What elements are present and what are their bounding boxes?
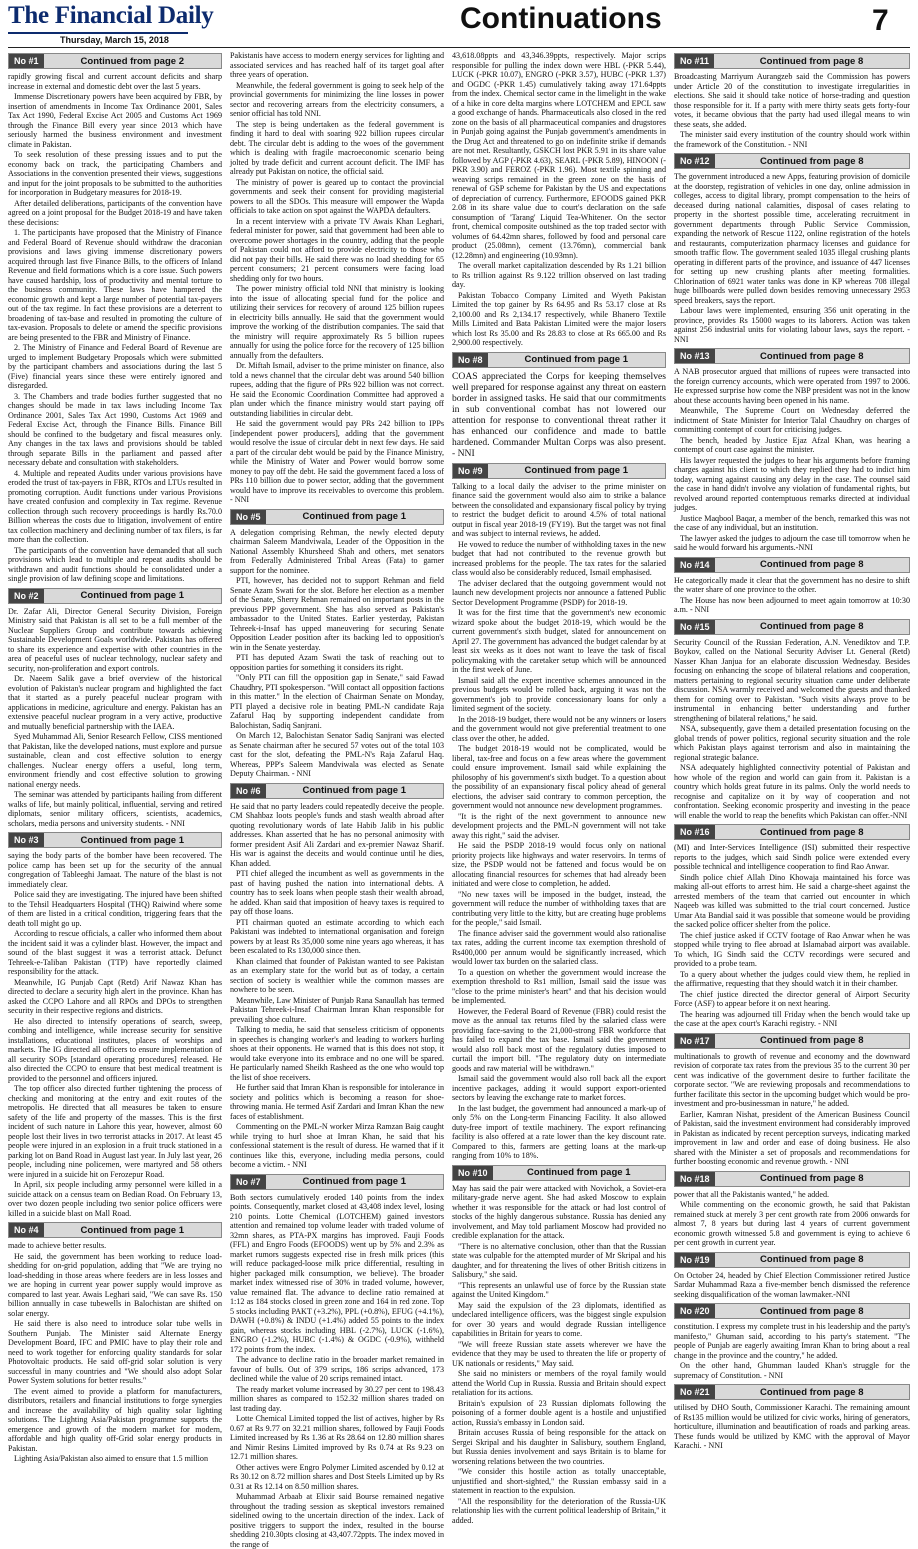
story-paragraph: made to achieve better results. xyxy=(8,1241,222,1251)
continued-from-label: Continued from page 1 xyxy=(266,1175,443,1189)
column-3 xyxy=(452,51,666,1529)
continued-from-label: Continued from page 1 xyxy=(266,510,443,524)
story-paragraph: (MI) and Inter-Services Intelligence (ISI) submitted their respective reports to the judges, which said Sindh police were extended every possible technical and intelligence cooperation to find Rao Anwar. xyxy=(674,843,910,872)
story-paragraph: 43,618.08ppts and 43,346.39ppts, respectively. Major scrips responsible for pulling the index down were HBL (-PKR 5.44), LUCK (-PKR 10.07), ENGRO (-PKR 3.57), HUBC (-PKR 1.37) and OGDC (-PKR 1.45) cumulatively taking away 171.64ppts from the index. Chemical sector came in the limelight in the wake of a hike in core delta margins where LOTCHEM and EPCL saw a good exchange of hands. Pharmaceuticals also closed in the red zone on the basis of all pharmaceutical companies and drugstores in Punjab going against the Punjab government's amendments in the Drug Act and threatened to go on indefinite strike if demands are not met. Resultantly, GSKCH lost PKR 5.91 in its share value followed by AGP (-PKR 4.63), SEARL (-PKR 5.89), HINOON (-PKR 3.90) and FEROZ (-PKR 1.96). Most textile spinning and weaving scrips remained in the green zone on the basis of renewal of GSP scheme for Pakistan by the US and expectations of depreciation of currency. Furthermore, EFOODS gained PKR 2.08 in its share value due to court's declaration on the safe consumption of 'Tarang' Liquid Tea-Whitener. On the sector front, chemical composite outshined as the top traded sector with volumes of 64.42mn shares, followed by food and personal care product (25.08mn), cement (13.76mn), commercial bank (12.28mn) and engineering (10.93mn). xyxy=(452,51,666,260)
story-paragraph: Meanwhile, The Supreme Court on Wednesday deferred the indictment of State Minister for Interior Talal Chaudhry on charges of committing contempt of court for criticising judges. xyxy=(674,406,910,435)
continued-from-label: Continued from page 8 xyxy=(714,54,909,68)
story-number: No #17 xyxy=(675,1034,715,1048)
continued-from-label: Continued from page 1 xyxy=(44,589,221,603)
story-number: No #21 xyxy=(675,1385,715,1399)
story-paragraph: To a question on whether the government would increase the exemption threshold to Rs1 million, Ismail said the issue was "close to the prime minister's heart" and that his decision would be implemented. xyxy=(452,968,666,1006)
story-paragraph: The finance adviser said the government would also rationalise tax rates, adding the current income tax exemption threshold of Rs400,000 per annum would be significantly increased, which would lower tax burden on the salaried class. xyxy=(452,929,666,967)
continuation-story xyxy=(674,1033,910,1167)
story-paragraph: Dr. Miftah Ismail, adviser to the prime minister on finance, also told a news channel that the circular debt was around 540 billion rupees, adding that the figure of PRs 922 billion was not correct. He said the Economic Coordination Committee had approved a plan under which the finance ministry would start paying off outstanding liabilities in circular debt. xyxy=(230,361,444,418)
story-paragraph: The lawyer asked the judges to adjourn the case till tomorrow when he said he would forward his arguments.-NNI xyxy=(674,534,910,553)
column-1 xyxy=(8,51,222,1529)
story-paragraph: In April, six people including army personnel were killed in a suicide attack on a census team on Bedian Road. On February 13, over two dozen people including two senior police officers were killed in a suicide blast on Mall Road. xyxy=(8,1180,222,1218)
story-paragraph: Meanwhile, Law Minister of Punjab Rana Sanaullah has termed Pakistan Tehreek-i-Insaf Chairman Imran Khan responsible for prevailing shoe culture. xyxy=(230,996,444,1025)
section-title: Continuations xyxy=(460,2,662,36)
continuation-story xyxy=(452,1165,666,1526)
story-paragraph: PTI chairman quoted an estimate according to which each Pakistani was indebted to international organisation and foreign powers by at least Rs 35,000 some nine years ago whereas, it has been escalated to Rs 130,000 since then. xyxy=(230,918,444,956)
story-paragraph: The ready market volume increased by 30.27 per cent to 198.43 million shares as compared to 152.32 million shares traded on last trading day. xyxy=(230,1385,444,1414)
continuation-story xyxy=(8,588,222,829)
continuation-story xyxy=(674,348,910,553)
continuation-story xyxy=(674,619,910,821)
continued-from-label: Continued from page 1 xyxy=(493,1166,665,1180)
story-paragraph: The top officer also directed further tightening the process of checking and monitoring at the entry and exit routes of the metropolis. He directed that all measures be taken to ensure safety of the life and property of the masses. This is the first incident of such nature in Lahore this year, however, almost 60 people lost their lives in two terrorist attacks in 2017. At least 45 people were injured in an explosion in a fruit truck stationed in a parking lot on Band Road in August last year. In July last year, 26 people, including nine policemen, were martyred and 58 others were injured in a suicide hit on Ferozepur Road. xyxy=(8,1084,222,1179)
story-paragraph: According to rescue officials, a caller who informed them about the incident said it was a cylinder blast. However, the impact and sound of the blast suggest it was a terrorist attack. Defunct Tehreek-e-Taliban Pakistan (TTP) have reportedly claimed responsibility for the attack. xyxy=(8,929,222,977)
story-paragraph: NSA, subsequently, gave them a detailed presentation focusing on the global trends of power politics, regional security situation and the role which Pakistan plays against terrorism and also in maintaining the regional strategic balance. xyxy=(674,724,910,762)
story-paragraph: The power ministry official told NNI that ministry is looking into the issue of allocating special fund for the police and utilizing their services for recovery of around 125 billion rupees in electricity bills annually. He said that the government would improve the working of the distribution companies. The said that the ministry will require approximately Rs 5 billion rupees annually for using the police force for the recovery of 125 billion annually from the defaulters. xyxy=(230,284,444,360)
continuation-story xyxy=(674,824,910,1029)
masthead-rule xyxy=(8,32,188,34)
continuation-header xyxy=(452,1165,666,1181)
story-paragraph: He said that no party leaders could repeatedly deceive the people. CM Shahbaz loots people's funds and stash wealth abroad after quoting revolutionary words of late Habib Jalib in his public addresses. Khan asserted that he has no personal animosity with former president Asif Ali Zardari and ex-premier Nawaz Sharif. His war is against the deceits and would continue until he dies, Khan added. xyxy=(230,802,444,869)
continued-from-label: Continued from page 8 xyxy=(715,1385,909,1399)
story-paragraph: "All the responsibility for the deterioration of the Russia-UK relationship lies with the current political leadership of Britain," it added. xyxy=(452,1497,666,1526)
story-number: No #5 xyxy=(231,510,266,524)
continuation-story xyxy=(452,352,666,459)
story-paragraph: He vowed to reduce the number of withholding taxes in the new budget that had not contributed to the revenue growth but increased problems for the people. The tax rates for the salaried class would also be considerably reduced, Ismail emphasised. xyxy=(452,540,666,578)
story-number: No #8 xyxy=(453,353,488,367)
continuation-story xyxy=(8,53,222,584)
story-paragraph: "It is the right of the next government to announce new development projects and the PML-N government will not take away this right," said the adviser. xyxy=(452,812,666,841)
story-paragraph: In a recent interview with a private TV Awais Khan Leghari, federal minister for power, said that government had been able to overcome power shortages in the country, adding that the people of Pakistan could not afford to provide electricity to those who did not pay their bills. He said there was no load shedding for 65 percent consumers; 21 percent consumers were facing load shedding only for two hours. xyxy=(230,217,444,284)
story-paragraph: Ismail said all the expert incentive schemes announced in the previous budgets would be rolled back, arguing it was not the government's job to provide concessionary loans for only a limited segment of the society. xyxy=(452,676,666,714)
story-paragraph: Meanwhile, the federal government is going to seek help of the provincial governments for minimizing the line losses in power sector and recovering arrears from the electricity consumers, a senior official has told NNI. xyxy=(230,81,444,119)
story-paragraph: Talking to media, he said that senseless criticism of opponents in speeches is changing worker's and leading to workers hurling shoes at their opponents. He warned that is this does not stop, it would take everyone into its embrace and no one will be spared. He particularly named Sheikh Rasheed as the one who would top the list of shoe receivers. xyxy=(230,1025,444,1082)
continuation-story xyxy=(230,509,444,779)
story-paragraph: He also directed to intensify operations of search, sweep, combing and intelligence, while increase security for sensitive installations, educational institutes, places of worships and markets. The IG directed all officers to ensure implementation of all security SOPs [standard operating procedures] released. He also directed the CCPO to ensure that best medical treatment is provided to the personnel and officers injured. xyxy=(8,1017,222,1084)
issue-date: Thursday, March 15, 2018 xyxy=(60,35,169,45)
continuation-header xyxy=(674,824,910,840)
header-divider xyxy=(8,47,910,48)
story-paragraph: To a query about whether the judges could view them, he replied in the affirmative, requesting that they should watch it in their chamber. xyxy=(674,970,910,989)
continuation-header xyxy=(674,153,910,169)
continued-from-label: Continued from page 1 xyxy=(488,353,665,367)
story-paragraph: Pakistan Tobacco Company Limited and Wyeth Pakistan Limited the top gainer by Rs 64.95 and Rs 53.17 close at Rs 2,100.00 and Rs 2,134.17 respectively, while Bhanero Textile Mills Limited and Bata Pakistan Limited were the major losers which lost Rs 35.00 and Rs 28.83 to close at Rs 665.00 and Rs 2,900.00 respectively. xyxy=(452,291,666,348)
story-number: No #13 xyxy=(675,349,715,363)
continuation-story xyxy=(452,51,666,348)
continuation-story xyxy=(674,1384,910,1451)
story-paragraph: NSA adequately highlighted connectivity potential of Pakistan and how whole of the region and world can gain from it. Pakistan is a country which holds great future in its palms. Only the world needs to recognise and capitalize on it by way of cooperation and not confrontation. Seeking economic prosperity and investing in the peace will enable the world to reap the benefits which Pakistan can offer.-NNI xyxy=(674,763,910,820)
continued-from-label: Continued from page 8 xyxy=(715,825,909,839)
continued-from-label: Continued from page 8 xyxy=(715,1172,909,1186)
story-number: No #10 xyxy=(453,1166,493,1180)
continuation-header xyxy=(674,1384,910,1400)
story-paragraph: Lotte Chemical Limited topped the list of actives, higher by Rs 0.67 at Rs 9.77 on 32.21 million shares, followed by Fauji Foods Limited increased by Rs 1.36 at Rs 28.64 on 12.80 million shares and Nimir Resins Limited improved by Rs 0.74 at Rs 9.23 on 12.71 million shares. xyxy=(230,1414,444,1462)
story-paragraph: The advance to decline ratio in the broader market remained in favour of bulls. Out of 379 scrips, 186 scrips advanced, 173 declined while the value of 20 scrips remained intact. xyxy=(230,1355,444,1384)
story-paragraph: Earlier, Kamran Nishat, president of the American Business Council of Pakistan, said the investment environment had considerably improved in Pakistan as indicated by recent perception surveys, indicating marked improvement in law and order and ease of doing business. He also shared with the Minister a set of proposals and recommendations for further boosting economic and revenue growth. - NNI xyxy=(674,1110,910,1167)
story-paragraph: Justice Maqbool Baqar, a member of the bench, remarked this was not the case of any individual, but an institution. xyxy=(674,514,910,533)
story-paragraph: "There is no alternative conclusion, other than that the Russian state was culpable for the attempted murder of Mr Skripal and his daughter, and for threatening the lives of other British citizens in Salisbury," she said. xyxy=(452,1242,666,1280)
story-paragraph: Labour laws were implemented, ensuring 356 unit operating in the province, provides Rs 15000 wages to its laborers. Action was taken against 256 industrial units for violating labour laws, says the report. - NNI xyxy=(674,306,910,344)
story-paragraph: 2. The Ministry of Finance and Federal Board of Revenue are urged to implement Budgetary Proposals which were submitted by the participant chambers and associations during the last 5 (Five) financial years since these were entirely ignored and disregarded. xyxy=(8,343,222,391)
story-paragraph: The chief justice directed the director general of Airport Security Force (ASF) to appear before it on next hearing. xyxy=(674,990,910,1009)
story-paragraph: Both sectors cumulatively eroded 140 points from the index points. Consequently, market closed at 43,408 index level, losing 210 points. Lotte Chemical (LOTCHEM) gained investors attention and remained top volume leader with traded volume of 32mn shares, as PTA-PX margins has improved. Fauji Foods (FFL) and Engro Foods (EFOODS) went up by 5% and 2.3% as market rumors suggests expected rise in fresh milk prices (this will reduce packaged-loose milk price differential, resulting in higher packaged milk consumption, we believe). The broader market index witnessed rise of 30% in traded volume, however, value remained flat. The advance to decline ratio remained at 1:12 as 184 stocks closed in green zone and 164 in red zone. Top 5 stocks including PAKT (+3.2%), PPL (+0.8%), EFUG (+4.1%), DAWH (+0.8%) & INDU (+1.4%) added 55 points to the index gain, whereas stocks including HBL (-2.7%), LUCK (-1.6%), ENGRO (-1.2%), HUBC (-1.4%) & OGDC (-0.9%), withheld 172 points from the index. xyxy=(230,1193,444,1355)
story-number: No #4 xyxy=(9,1223,44,1237)
story-paragraph: He said, the government has been working to reduce load-shedding for on-grid population, adding that "We are trying no load-shedding in those areas where feeders are in less losses and we are hoping in current year power supply would improve as compared to last year. Awais Leghari said, "We can save Rs. 150 billion annually in case tubewells in Balochistan are shifted on solar energy. xyxy=(8,1252,222,1319)
story-paragraph: power that all the Pakistanis wanted," he added. xyxy=(674,1190,910,1200)
continuation-header xyxy=(230,1174,444,1190)
continuation-story xyxy=(8,832,222,1218)
continued-from-label: Continued from page 8 xyxy=(715,154,909,168)
story-paragraph: utilised by DHO South, Commissioner Karachi. The remaining amount of Rs135 million would be utilized for civic works, hiring of generators, horticulture, illumination and beautification of roads and parking areas. These funds would be utilized by KMC with the approval of Mayor Karachi. - NNI xyxy=(674,1403,910,1451)
story-paragraph: To seek resolution of these pressing issues and to put the economy back on track, the participating Chambers and Associations in the convention presented their views, suggestions and input for the joint proposals to be submitted to the authorities for incorporation in Budgetary measures for 2018-19. xyxy=(8,150,222,198)
story-paragraph: The House has now been adjourned to meet again tomorrow at 10:30 a.m. - NNI xyxy=(674,596,910,615)
story-number: No #16 xyxy=(675,825,715,839)
story-number: No #2 xyxy=(9,589,44,603)
story-paragraph: PTI has deputed Azam Swati the task of reaching out to opposition parties for something it considers its right. xyxy=(230,653,444,672)
story-paragraph: "No new taxes will be imposed in the budget, instead, the government will reduce the number of withholding taxes that are contributing very little to the kitty, but are creating huge problems for the people," said Ismail. xyxy=(452,890,666,928)
story-paragraph: The adviser declared that the outgoing government would not launch new development projects nor announce a fattened Public Sector Development Programme (PSDP) for 2018-19. xyxy=(452,579,666,608)
continuation-story xyxy=(230,783,444,1170)
continued-from-label: Continued from page 1 xyxy=(44,833,221,847)
story-number: No #14 xyxy=(675,558,715,572)
story-paragraph: The minister said every institution of the country should work within the framework of the Constitution. - NNI xyxy=(674,130,910,149)
story-number: No #7 xyxy=(231,1175,266,1189)
story-paragraph: Dr. Zafar Ali, Director General Security Division, Foreign Ministry said that Pakistan is all set to be a full member of the Nuclear Suppliers Group and contribute towards achieving Sustainable Development Goals worldwide. Pakistan has offered to share its experience and expertise with other countries in the area of peaceful uses of nuclear technology, nuclear safety and security, non-proliferation and export controls. xyxy=(8,607,222,674)
story-paragraph: Khan claimed that founder of Pakistan wanted to see Pakistan as an exemplary state for the world but as of today, a certain section of society is wealthier while the common masses are nowhere to be seen. xyxy=(230,957,444,995)
story-paragraph: The step is being undertaken as the federal government is finding it hard to deal with soaring 922 billion rupees circular debt. The circular debt is adding to the woes of the government which is dealing with fragile macroeconomic scenario being jolted by trade deficit and current account deficit. The IMF has already put Pakistan on notice, the official said. xyxy=(230,120,444,177)
story-paragraph: Police said they are investigating. The injured have been shifted to the Tehsil Headquarters Hospital (THQ) Raiwind where some of them are listed in a critical condition, triggering fears that the death toll might go up. xyxy=(8,890,222,928)
story-number: No #19 xyxy=(675,1253,715,1267)
continuation-header xyxy=(8,832,222,848)
story-number: No #15 xyxy=(675,620,715,634)
continuation-header xyxy=(452,352,666,368)
continuation-header xyxy=(8,1222,222,1238)
story-paragraph: On the other hand, Ghumman lauded Khan's struggle for the supremacy of Constitution. - NNI xyxy=(674,1361,910,1380)
story-paragraph: He said the PSDP 2018-19 would focus only on national priority projects like highways and water reservoirs. In terms of size, the PSDP would not be fattened and focus would be on allocating financial resources for schemes that had already been initiated and were close to completion, he added. xyxy=(452,841,666,889)
story-paragraph: Other actives were Engro Polymer Limited ascended by 0.12 at Rs 30.12 on 8.72 million shares and Dost Steels Limited up by Rs 0.31 at Rs 12.14 on 8.50 million shares. xyxy=(230,1463,444,1492)
story-number: No #11 xyxy=(675,54,714,68)
continuation-story xyxy=(674,1171,910,1248)
continued-from-label: Continued from page 8 xyxy=(715,620,909,634)
story-paragraph: The hearing was adjourned till Friday when the bench would take up the case at the apex court's Karachi registry. - NNI xyxy=(674,1010,910,1029)
story-number: No #6 xyxy=(231,784,266,798)
story-paragraph: COAS appreciated the Corps for keeping themselves well prepared for response against any threat on eastern border in assigned tasks. He said that our commitments in sub conventional combat has not lowered our attention for response to conventional threat rather it has enhanced our confidence and made to battle hardened. Commander Multan Corps was also present. - NNI xyxy=(452,371,666,459)
story-number: No #1 xyxy=(9,54,44,68)
story-paragraph: Broadcasting Marriyum Aurangzeb said the Commission has powers under Article 20 of the constitution to investigate irregularities in elections. She said it should take notice of horse-trading and question those responsible for it. If a party with mere thirty seats gets forty-four votes, it became obvious that the party had used illegal means to win these seats, she added. xyxy=(674,72,910,129)
story-paragraph: After detailed deliberations, participants of the convention have agreed on a joint proposal for the Budget 2018-19 and have taken these decisions: xyxy=(8,199,222,228)
continued-from-label: Continued from page 1 xyxy=(488,464,665,478)
story-paragraph: PTI, however, has decided not to support Rehman and field Senate Azam Swati for the slot. Before her election as a member of the Senate, Sherry Rehman remained on important posts in the previous PPP government. She has also served as Pakistan's ambassador to the United States. Earlier yesterday, Pakistan Tehreek-i-Insaf has upped maneuvering for securing Senate Opposition Leader position after its backing led to opposition's win in the Senate yesterday. xyxy=(230,576,444,652)
story-paragraph: Lighting Asia/Pakistan also aimed to ensure that 1.5 million xyxy=(8,1454,222,1464)
column-2 xyxy=(230,51,444,1529)
story-paragraph: Sindh police chief Allah Dino Khowaja maintained his force was making all-out efforts to arrest him. He said a charge-sheet against the arrested members of the team that carried out encounter in which Naqeeb was killed was submitted to the trial court concerned. Justice Umar Ata Bandial said it was possible that someone would be providing the sacked police officer shelter from the police. xyxy=(674,873,910,930)
story-paragraph: The budget 2018-19 would not be complicated, would be liberal, tax-free and focus on a few areas where the government could ensure improvement. Ismail said while explaining the philosophy of his government's sixth budget. To a question about the possibility of an expansionary fiscal policy ahead of general elections, the adviser said contrary to common perception, the government would not announce new development programmes. xyxy=(452,744,666,811)
story-paragraph: Commenting on the PML-N worker Mirza Ramzan Baig caught while trying to hurl shoe at Imran Khan, he said that his confessional statement is the result of duress. He warned that if it continues like this, everyone, including media persons, could become a victim. - NNI xyxy=(230,1122,444,1170)
masthead xyxy=(0,0,918,48)
publication-name: The Financial Daily xyxy=(8,2,213,30)
story-paragraph: In the 2018-19 budget, there would not be any winners or losers and the government would not give preferential treatment to one class over the other, he added. xyxy=(452,715,666,744)
story-paragraph: He said there is also need to introduce solar tube wells in Southern Punjab. The Minister said Alternate Energy Development Board, IFC and PMIC have to play their role and need to work together for enforcing quality standards for solar Photovoltaic products. He said off-grid solar solution is very successful in many countries and "We should also adopt Solar Power System solutions for better results." xyxy=(8,1319,222,1386)
story-paragraph: "This represents an unlawful use of force by the Russian state against the United Kingdom." xyxy=(452,1281,666,1300)
continued-from-label: Continued from page 8 xyxy=(715,558,909,572)
story-paragraph: The ministry of power is geared up to contact the provincial governments and seek their consent for providing magisterial powers to all the SDOs. This measure will empower the Wapda officials to take action on spot against the WAPDA defaulters. xyxy=(230,178,444,216)
story-paragraph: The bench, headed by Justice Ejaz Afzal Khan, was hearing a contempt of court case against the minister. xyxy=(674,436,910,455)
story-paragraph: Pakistanis have access to modern energy services for lighting and associated services and has reached half of its target goal after three years of operation. xyxy=(230,51,444,80)
continuation-header xyxy=(230,783,444,799)
continuation-header xyxy=(674,1252,910,1268)
story-paragraph: 3. The Chambers and trade bodies further suggested that no changes should be made in tax laws including Income Tax Ordinance 2001, Sales Tax Act 1990, Customs Act 1969 and Federal Excise Act, through the Finance Bills. Finance Bill should be confined to the budgetary and fiscal measures only. Any changes in the tax laws and provisions should be tabled through separate Bills in the parliament and passed after necessary debate and consultation with stakeholders. xyxy=(8,392,222,468)
continuation-header xyxy=(674,1303,910,1319)
story-paragraph: 1. The participants have proposed that the Ministry of Finance and Federal Board of Revenue should withdraw the draconian provisions and laws giving immense discretionary powers acquired through last five Finance Bills, to the officers of Inland Revenue and field formations which is a core issue. Such powers have caused hardship, loss of productivity and mental torture to the business community. These laws have hampered the economic growth and kept a large number of potential tax-payers out of the tax regime. In fact these provisions are a deterrent to broadening of tax-base and resulted in promoting the culture of tax-evasion. Proposals to delete or amend the specific provisions are being presented to the FBR and Ministry of Finance. xyxy=(8,228,222,342)
continuation-header xyxy=(674,557,910,573)
continuation-header xyxy=(674,619,910,635)
continuation-header xyxy=(674,1171,910,1187)
story-paragraph: "We will freeze Russian state assets wherever we have the evidence that they may be used to threaten the life or property of UK nationals or residents," May said. xyxy=(452,1340,666,1369)
story-paragraph: The seminar was attended by participants hailing from different walks of life, but mainly political, influential, serving and retired diplomats, senior military officers, scientists, academics, scholars, media persons and university students. - NNI xyxy=(8,790,222,828)
story-number: No #9 xyxy=(453,464,488,478)
story-number: No #3 xyxy=(9,833,44,847)
story-paragraph: His lawyer requested the judges to hear his arguments before framing charges against his client to which they replied they had to indict him today, warning against causing any delay in the case. The counsel said the case in hand didn't involve any violation of fundamental rights, but revolved around reported contemptuous remarks directed at individual judges. xyxy=(674,456,910,513)
story-paragraph: She said no ministers or members of the royal family would attend the World Cup in Russia. Russia and Britain should expect retaliation for its actions. xyxy=(452,1369,666,1398)
story-paragraph: PTI chief alleged the incumbent as well as governments in the past of having pushed the nation into international debts. A country has to seek loans when people stash their wealth abroad, he added. Khan said that imposition of heavy taxes is required to pay off those loans. xyxy=(230,869,444,917)
continued-from-label: Continued from page 8 xyxy=(715,1304,909,1318)
story-paragraph: saying the body parts of the bomber have been recovered. The police camp has been set up for the security of the annual congregation of Tableeghi Jamaat. The nature of the blast is not immediately clear. xyxy=(8,851,222,889)
story-paragraph: constitution. I express my complete trust in his leadership and the party's manifesto," Ghuman said, according to his party's statement. "The people of Punjab are eagerly awaiting Imran Khan to bring about a real change in the province and the country," he added. xyxy=(674,1322,910,1360)
continuation-header xyxy=(8,53,222,69)
story-paragraph: The government introduced a new Apps, featuring provision of domicile at the doorstep, registration of vehicles in one day, online admission in colleges, access to digital library, prompt compensation to the heirs of deceased during national calamities, disposal of cases relating to property in the shortest possible time, accelerating recruitment in government departments through Public Service Commission, expanding the network of Rescue 1122, online registration of the hotels and restaurants, computerization pharmacy licenses and guidance for smooth traffic flow. The government sealed 1035 illegal crushing plants operating in different parts of the province, and issuance of 447 licenses for setting up new crushing plants after meeting formalities. Chlorination of 6921 water tanks was done in KP whereas 708 illegal huge billboards were pulled down besides removing unnecessary 2953 speed breakers, says the report. xyxy=(674,172,910,305)
continuation-story xyxy=(674,1252,910,1300)
story-paragraph: Security Council of the Russian Federation, A.N. Venediktov and T.P. Boykov, called on the National Security Adviser Lt. General (Retd) Nasser Khan Janjua for an elaborate discussion Wednesday. Besides focusing on enhancing the scope of bilateral relations and cooperation, matters pertaining to regional security situation came under deliberate discussion. NSA warmly received and welcomed the guests and thanked them for coming over to Pakistan. "Such visits always prove to be instrumental in enhancing better understanding and further strengthening of bilateral relations," he said. xyxy=(674,638,910,724)
story-paragraph: The participants of the convention have demanded that all such provisions which lead to multiple and repeat audits should be withdrawn and audit functions should be consolidated under a single provision of law defining scope and limitations. xyxy=(8,546,222,584)
story-number: No #18 xyxy=(675,1172,715,1186)
continuation-header xyxy=(8,588,222,604)
story-paragraph: He categorically made it clear that the government has no desire to shift the water share of one province to the other. xyxy=(674,576,910,595)
story-paragraph: A delegation comprising Rehman, the newly elected deputy chairman Saleem Mandviwala, Leader of the Opposition in the National Assembly Khursheed Shah and others, met senators from Federally Administered Tribal Areas (Fata) to garner support for the nominee. xyxy=(230,528,444,576)
continuation-header xyxy=(230,509,444,525)
story-paragraph: multinationals to growth of revenue and economy and the downward revision of corporate tax rates from the previous 35 to the current 30 per cent was indicative of the government desire to further facilitate the corporate sector. "We are reviewing proposals and recommendations to further facilitate this sector in the upcoming budget which would be pro-investment and pro-businessman in nature," he added. xyxy=(674,1052,910,1109)
story-paragraph: It was for the first time that the government's new economic wizard spoke about the budget 2018-19, which would be the current government's sixth budget, slated for announcement on April 27. The government has advanced the budget calendar by at least six weeks as it does not want to leave the task of fiscal policymaking with the caretaker setup which will be announced in the first week of June. xyxy=(452,608,666,675)
story-paragraph: Syed Muhammad Ali, Senior Research Fellow, CISS mentioned that Pakistan, like the developed nations, must explore and pursue sustainable, clean and cost effective solution to energy challenges. Nuclear energy offers a useful, long term, environment friendly and cost effective solution to growing national energy needs. xyxy=(8,732,222,789)
story-paragraph: He further said that Imran Khan is responsible for intolerance in society and politics which is becoming a reason for shoe-throwing mania. He termed Asif Zardari and Imran Khan the new faces of establishment. xyxy=(230,1083,444,1121)
story-paragraph: On March 12, Balochistan Senator Sadiq Sanjrani was elected as Senate chairman after he secured 57 votes out of the total 103 cast for the slot, defeating the PML-N's Raja Zafarul Haq. Whereas, PPP's Saleem Mandviwala was elected as Senate Deputy Chairman. - NNI xyxy=(230,731,444,779)
story-paragraph: However, the Federal Board of Revenue (FBR) could resist the move as the annual tax returns filed by the salaried class were providing face-saving to the 21,000-strong FBR workforce that has failed to expand the tax base. Ismail said the government would also roll back most of the regulatory duties imposed to curtail the import bill. "The regulatory duty on intermediate goods and raw material will be withdrawn." xyxy=(452,1007,666,1074)
continued-from-label: Continued from page 1 xyxy=(44,1223,221,1237)
continuation-story xyxy=(8,1222,222,1464)
story-paragraph: "We consider this hostile action as totally unacceptable, unjustified and short-sighted," the Russian embassy said in a statement in reaction to the expulsion. xyxy=(452,1467,666,1496)
story-paragraph: Talking to a local daily the adviser to the prime minister on finance said the government would also aim to strike a balance between the consolidated and expansionary fiscal policy by trying to restrict the budget deficit to around 4.5% of total national output in fiscal year 2018-19 (FY19). But the target was not final and was subject to internal reviews, he added. xyxy=(452,482,666,539)
story-paragraph: In the last budget, the government had announced a mark-up of only 5% on the Long-term Financing Facility. It also allowed duty-free import of textile machinery. The export refinancing facility is also offered at a rate lower than the key discount rate. Compared to this, farmers are getting loans at the mark-up ranging from 10% to 18%. xyxy=(452,1104,666,1161)
story-paragraph: rapidly growing fiscal and current account deficits and sharp increase in external and domestic debt over the last 5 years. xyxy=(8,72,222,91)
column-4 xyxy=(674,51,910,1529)
story-paragraph: He said the government would pay PRs 242 billion to IPPs [independent power producers], adding that the government would resolve the issue of circular debt in next few days. He said a part of the circular debt would be paid by the Finance Ministry, while the Ministry of Water and Power would borrow some money to pay off the debt. He said the government faced a loss of PRs 110 billion due to power sector, adding that the government would have to improve its receivables to overcome this problem. - NNI xyxy=(230,419,444,505)
page-number: 7 xyxy=(872,4,889,38)
story-paragraph: The event aimed to provide a platform for manufacturers, distributors, retailers and financial institutions to forge synergies and increase the availability of high quality solar lighting solutions. The Lighting Asia/Pakistan programme supports the emergence and growth of the modern market for modern, affordable and high quality off-Grid solar energy products in Pakistan. xyxy=(8,1387,222,1454)
continued-from-label: Continued from page 8 xyxy=(715,1034,909,1048)
story-paragraph: Ismail said the government would also roll back all the export incentive packages, adding it would support export-oriented sectors by leaving the exchange rate to market forces. xyxy=(452,1074,666,1103)
continuation-header xyxy=(674,53,910,69)
continuation-story xyxy=(674,53,910,149)
story-paragraph: Immense Discretionary powers have been acquired by FBR, by insertion of amendments in Income Tax Ordinance 2001, Sales Tax Act 1990, Federal Excise Act 2005 and Customs Act 1969 through the Finance Bill every year since 2013 which have seriously harmed the business environment and investment climate in Pakistan. xyxy=(8,92,222,149)
continued-from-label: Continued from page 1 xyxy=(266,784,443,798)
continuation-header xyxy=(674,1033,910,1049)
story-paragraph: 4. Multiple and repeated Audits under various provisions have eroded the trust of tax-payers in FBR, RTOs and LTUs resulted in promoting corruption. Audit functions under various Provisions have created confusion and complexity in Tax regime. Revenue collection through such recovery proceedings is hardly Rs.70.0 Billion whereas the costs due to litigation, involvement of entire tax collection machinery and declining number of tax filers, is far more than the collection. xyxy=(8,469,222,545)
story-paragraph: The overall market capitalization descended by Rs 1.21 billion to Rs trillion against Rs 9.122 trillion observed on last trading day. xyxy=(452,261,666,290)
story-paragraph: On October 24, headed by Chief Election Commissioner retired Justice Sardar Muhammad Raza a five-member bench dismissed the reference seeking disqualification of the woman lawmaker.-NNI xyxy=(674,1271,910,1300)
story-paragraph: May said the expulsion of the 23 diplomats, identified as undeclared intelligence officers, was the biggest single expulsion for over 30 years and would degrade Russian intelligence capabilities in Britain for years to come. xyxy=(452,1301,666,1339)
continued-from-label: Continued from page 8 xyxy=(715,349,909,363)
story-paragraph: Meanwhile, IG Punjab Capt (Retd) Arif Nawaz Khan has directed to declare a security high alert in the province. Khan has asked the CCPO Lahore and all RPOs and DPOs to strengthen security in their respective regions and districts. xyxy=(8,978,222,1016)
continuation-story xyxy=(674,153,910,344)
continuation-story xyxy=(674,557,910,615)
continuation-story xyxy=(230,51,444,505)
continuation-header xyxy=(674,348,910,364)
story-paragraph: Dr. Naeem Salik gave a brief overview of the historical evolution of Pakistan's nuclear program and highlighted the fact that it started as a purely peaceful nuclear program with applications in medicine, agriculture and energy. Pakistan has an extensive peaceful nuclear program in a very active, productive and mutually beneficial partnership with the IAEA. xyxy=(8,674,222,731)
continuation-story xyxy=(674,1303,910,1380)
story-number: No #12 xyxy=(675,154,715,168)
story-paragraph: Muhammad Arbaab at Elixir said Bourse remained negative throughout the trading session as skeptical investors remained sidelined owing to the uncertain direction of the index. Lack of positive triggers to support the index, resulted in the bourse shedding 210.30pts closing at 43,407.72ppts. The index moved in the range of xyxy=(230,1492,444,1549)
continued-from-label: Continued from page 8 xyxy=(715,1253,909,1267)
continued-from-label: Continued from page 2 xyxy=(44,54,221,68)
story-paragraph: "Only PTI can fill the opposition gap in Senate," said Fawad Chaudhry, PTI spokesperson. "Will contact all opposition factions in this matter." In the election of Chairman Senate on Monday, PTI played a decisive role in beating PML-N candidate Raja Zafarul Haq by supporting independent candidate from Balochistan, Sadiq Sanjrani. xyxy=(230,673,444,730)
continuation-story xyxy=(230,1174,444,1549)
story-paragraph: While commenting on the economic growth, he said that Pakistan remained stuck at merely 3 per cent growth rate from 2006 onwards for almost 7, 8 years but during last 4 years of current government economic growth witnessed 5.8 and government is eying to achieve 6 per cent growth in current year. xyxy=(674,1200,910,1248)
story-paragraph: The chief justice asked if CCTV footage of Rao Anwar when he was stopped while trying to flee abroad at Islamabad airport was available. To which, IG Sindh said the CCTV recordings were secured and provided to a probe team. xyxy=(674,931,910,969)
story-paragraph: May has said the pair were attacked with Novichok, a Soviet-era military-grade nerve agent. She had asked Moscow to explain whether it was responsible for the attack or had lost control of stocks of the highly dangerous substance. Russia has denied any involvement, and May told parliament Moscow had provided no credible explanation for the attack. xyxy=(452,1184,666,1241)
story-number: No #20 xyxy=(675,1304,715,1318)
story-paragraph: A NAB prosecutor argued that millions of rupees were transacted into the foreign currency accounts, which were operated from 1997 to 2006. He expressed surprise how come the NBP president was not in the know about these accounts having been opened in his name. xyxy=(674,367,910,405)
story-paragraph: Britain accuses Russia of being responsible for the attack on Sergei Skripal and his daughter in Salisbury, southern England, but Russia denies involvement and says Britain is to blame for worsening relations between the two countries. xyxy=(452,1428,666,1466)
continuation-header xyxy=(452,463,666,479)
story-paragraph: Britain's expulsion of 23 Russian diplomats following the poisoning of a former double agent is a hostile and unjustified action, Russia's embassy in London said. xyxy=(452,1399,666,1428)
continuation-story xyxy=(452,463,666,1161)
